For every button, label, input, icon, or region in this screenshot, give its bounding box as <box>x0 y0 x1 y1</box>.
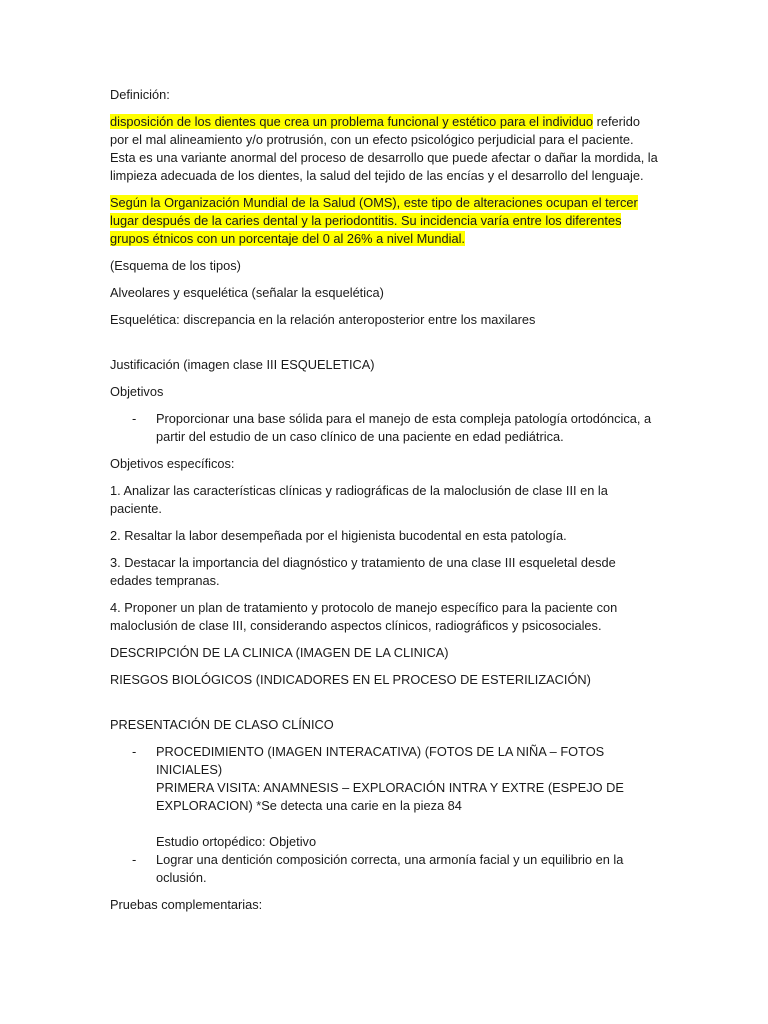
descripcion-clinica-line: DESCRIPCIÓN DE LA CLINICA (IMAGEN DE LA CLINICA) <box>110 645 449 660</box>
presentacion-line: PRESENTACIÓN DE CLASO CLÍNICO <box>110 717 334 732</box>
oms-highlight: Según la Organización Mundial de la Salud (OMS), este tipo de alteraciones ocupan el tercer lugar después de la caries dental y la periodontitis. Su incidencia varía entre los diferentes grupos étnicos con un porcentaje del 0 al 26% a nivel Mundial. <box>110 195 638 246</box>
procedimiento-text <box>156 743 660 815</box>
objetivos-especificos-heading: Objetivos específicos: <box>110 456 235 471</box>
esqueletica-line: Esquelética: discrepancia en la relación anteroposterior entre los maxilares <box>110 312 536 327</box>
definicion-highlight: disposición de los dientes que crea un problema funcional y estético para el individuo <box>110 114 594 129</box>
spacer <box>110 815 660 833</box>
procedimiento-item <box>110 743 660 815</box>
objetivo-item <box>110 410 660 446</box>
objetivo-text: Proporcionar una base sólida para el manejo de esta compleja patología ortodóncica, a partir del estudio de un caso clínico de una paciente en edad pediátrica. <box>156 411 652 444</box>
spacer <box>110 698 660 716</box>
lograr-text: Lograr una dentición composición correcta, una armonía facial y un equilibrio en la oclusión. <box>156 852 624 885</box>
bullet-dash: - <box>132 744 137 759</box>
procedimiento-line-2: PRIMERA VISITA: ANAMNESIS – EXPLORACIÓN INTRA Y EXTRE (ESPEJO DE EXPLORACION) *Se detecta una carie en la pieza 84 <box>156 780 624 813</box>
pruebas-line: Pruebas complementarias: <box>110 897 263 912</box>
riesgos-line: RIESGOS BIOLÓGICOS (INDICADORES EN EL PROCESO DE ESTERILIZACIÓN) <box>110 672 591 687</box>
procedimiento-line-1: PROCEDIMIENTO (IMAGEN INTERACATIVA) (FOTOS DE LA NIÑA – FOTOS INICIALES) <box>156 744 605 777</box>
document-content <box>110 86 660 923</box>
esquema-line: (Esquema de los tipos) <box>110 258 241 273</box>
objetivos-heading: Objetivos <box>110 384 164 399</box>
spacer <box>110 338 660 356</box>
oms-paragraph <box>110 194 660 248</box>
definicion-paragraph <box>110 113 660 185</box>
alveolares-line: Alveolares y esquelética (señalar la esquelética) <box>110 285 384 300</box>
especifico-item-1: 1. Analizar las características clínicas y radiográficas de la maloclusión de clase III en la paciente. <box>110 483 608 516</box>
definicion-heading: Definición: <box>110 87 170 102</box>
lograr-item <box>110 851 660 887</box>
especifico-item-3: 3. Destacar la importancia del diagnóstico y tratamiento de una clase III esqueletal desde edades tempranas. <box>110 555 616 588</box>
estudio-ortopedico-line: Estudio ortopédico: Objetivo <box>156 834 317 849</box>
definicion-text: referido por el mal alineamiento y/o protrusión, con un efecto psicológico perjudicial para el paciente. Esta es una variante anormal del proceso de desarrollo que puede afectar o dañar la mordida, la limpieza adecuada de los dientes, la salud del tejido de las encías y el desarrollo del lenguaje. <box>110 114 658 183</box>
especifico-item-4: 4. Proponer un plan de tratamiento y protocolo de manejo específico para la paciente con maloclusión de clase III, considerando aspectos clínicos, radiográficos y psicosociales. <box>110 600 618 633</box>
justificacion-line: Justificación (imagen clase III ESQUELETICA) <box>110 357 375 372</box>
bullet-dash: - <box>132 852 137 867</box>
especifico-item-2: 2. Resaltar la labor desempeñada por el higienista bucodental en esta patología. <box>110 528 567 543</box>
bullet-dash: - <box>132 411 137 426</box>
